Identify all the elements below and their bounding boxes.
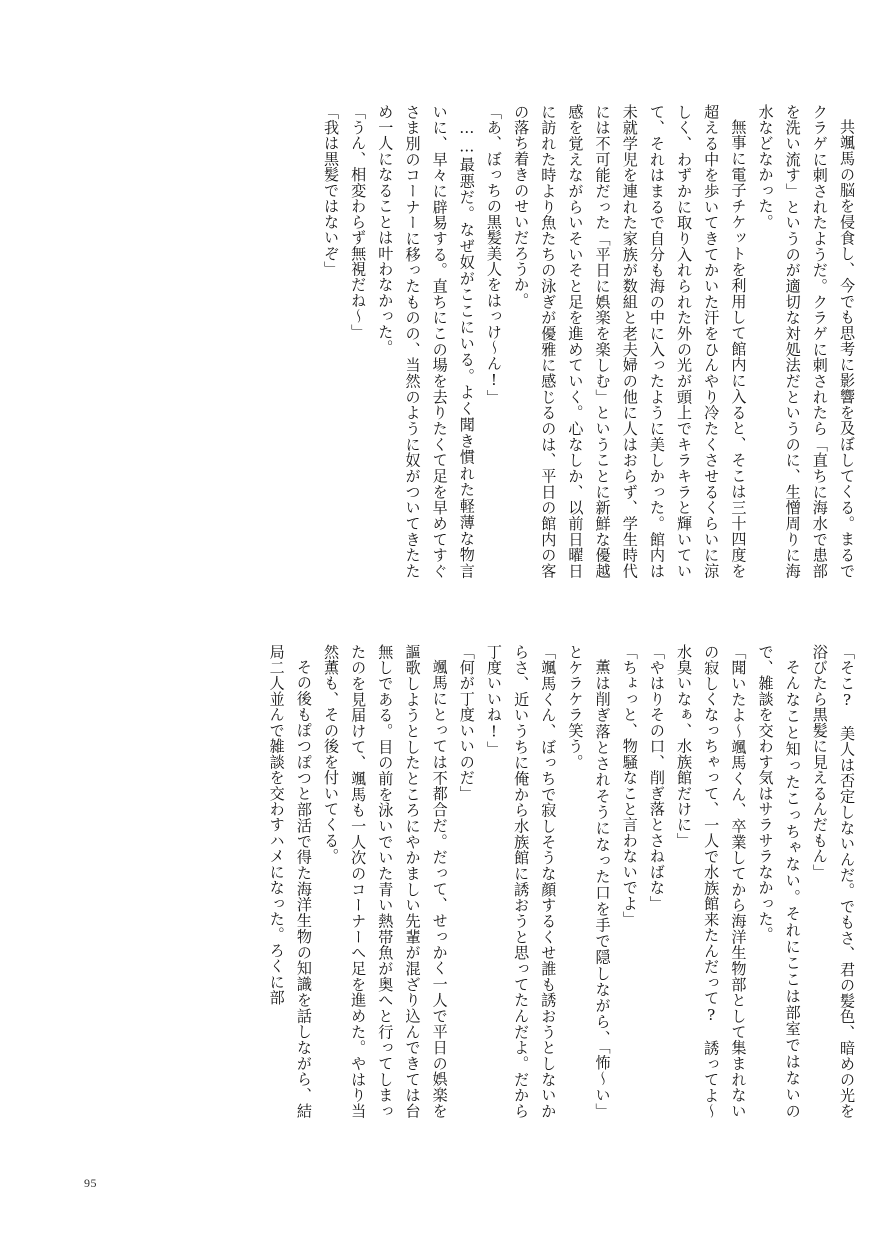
text-block-upper <box>68 104 860 579</box>
paragraph: 「うん、相変わらず無視だね～」 <box>349 104 368 340</box>
paragraph: 共颯馬の脳を侵食し、今でも思考に影響を及ぼしてくる。まるでクラゲに刺されたようだ。クラゲに刺されたら「直ちに海水で患部を洗い流す」というのが適切な対処法だというのに、生憎周りに海水などなかった。 <box>756 104 856 579</box>
paragraph: 「我は黒髪ではないぞ」 <box>322 104 341 277</box>
paragraph: 「何が丁度いいのだ」 <box>457 644 476 802</box>
paragraph: 「やはりその口、削ぎ落とさねばな」 <box>647 644 666 912</box>
paragraph: 「そこ? 美人は否定しないんだ。でもさ、君の髪色、暗めの光を浴びたら黒髪に見えるんだもん」 <box>810 644 856 1119</box>
paragraph: その後もぽつぽつと部活で得た海洋生物の知識を話しながら、結局二人並んで雑談を交わすハメになった。ろくに部 <box>267 644 313 1119</box>
paragraph: 「あ、ぼっちの黒髪美人をはっけ～ん!」 <box>484 104 503 406</box>
paragraph: 無事に電子チケットを利用して館内に入ると、そこは三十四度を超える中を歩いてきてかいた汗をひんやり冷たくさせるくらいに涼しく、わずかに取り入れられた外の光が頭上でキラキラと輝いていて、それはまるで自分も海の中に入ったように美しかった。館内は未就学児を連れた家族が数組と老夫婦の他に人はおらず、学生時代には不可能だった「平日に娯楽を楽しむ」ということに新鮮な優越感を覚えながらいそいそと足を進めていく。心なしか、以前日曜日に訪れた時より魚たちの泳ぎが優雅に感じるのは、平日の館内の客の落ち着きのせいだろうか。 <box>512 104 748 579</box>
paragraph: そんなこと知ったこっちゃない。それにここは部室ではないので、雑談を交わす気はサラサラなかった。 <box>756 644 802 1119</box>
paragraph: 「聞いたよ～颯馬くん、卒業してから海洋生物部として集まれないの寂しくなっちゃって、一人で水族館来たんだって? 誘ってよ～水臭いなぁ、水族館だけに」 <box>675 644 748 1119</box>
paragraph: 颯馬にとっては不都合だ。だって、せっかく一人で平日の娯楽を謳歌しようとしたところにやかましい先輩が混ざり込んできては台無しである。目の前を泳いでいた青い熱帯魚が奥へと行ってしまったのを見届けて、颯馬も一人次のコーナーへ足を進めた。やはり当然薫も、その後を付いてくる。 <box>322 644 449 1119</box>
text-block-lower <box>68 644 860 1119</box>
paragraph: ……最悪だ。なぜ奴がここにいる。よく聞き慣れた軽薄な物言いに、早々に辟易する。直ちにこの場を去りたくて足を早めてすぐさま別のコーナーに移ったものの、当然のように奴がついてきたため一人になることは叶わなかった。 <box>376 104 476 579</box>
paragraph: 「ちょっと、物騒なこと言わないでよ」 <box>620 644 639 927</box>
paragraph: 薫は削ぎ落とされそうになった口を手で隠しながら、「怖～い」とケラケラ笑う。 <box>566 644 612 1119</box>
page-number: 95 <box>84 1176 97 1190</box>
paragraph: 「颯馬くん、ぼっちで寂しそうな顔するくせ誰も誘おうとしないからさ、近いうちに俺から水族館に誘おうと思ってたんだよ。だから丁度いいね!」 <box>484 644 558 1119</box>
